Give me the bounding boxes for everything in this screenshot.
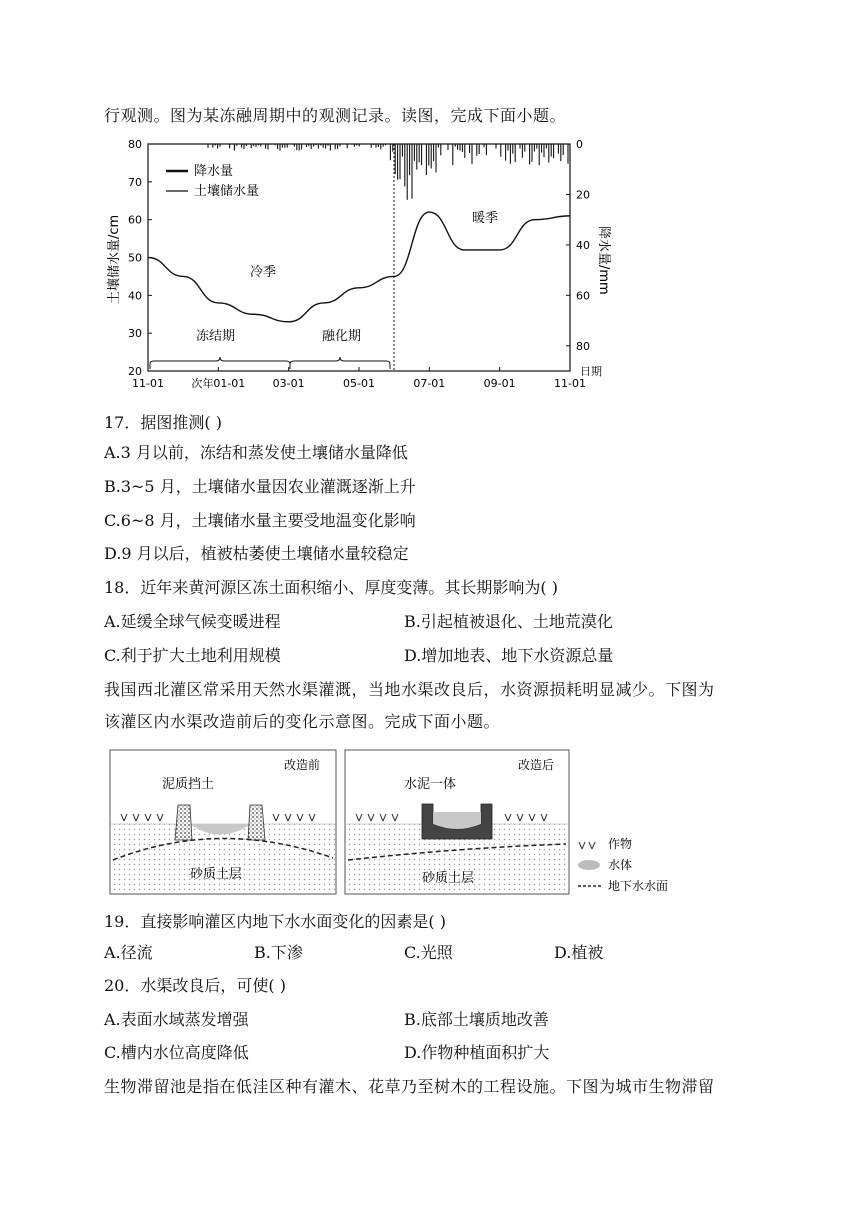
left-axis-label: 土壤储水量/cm — [107, 214, 122, 304]
right-tick-label: 60 — [576, 289, 590, 303]
q17-stem: 17．据图推测( ) — [104, 413, 222, 432]
right-tick-label: 80 — [576, 339, 590, 353]
after-cement-label: 水泥一体 — [404, 777, 457, 792]
left-tick-label: 80 — [128, 138, 142, 151]
q20-option-d: D.作物种植面积扩大 — [404, 1043, 550, 1062]
q19-stem: 19．直接影响灌区内地下水水面变化的因素是( ) — [104, 912, 446, 931]
q17-option-b: B.3~5 月，土壤储水量因农业灌溉逐渐上升 — [104, 477, 416, 496]
q17-option-c: C.6~8 月，土壤储水量主要受地温变化影响 — [104, 511, 416, 530]
passage3-line1: 生物滞留池是指在低洼区种有灌木、花草乃至树木的工程设施。下图为城市生物滞留 — [104, 1077, 715, 1096]
after-title: 改造后 — [518, 758, 555, 772]
warm-season-label: 暖季 — [472, 211, 499, 226]
q17-option-d: D.9 月以后，植被枯萎使土壤储水量较稳定 — [104, 544, 409, 563]
q20-option-a: A.表面水域蒸发增强 — [104, 1010, 249, 1029]
x-tick-label: 11-01 — [554, 377, 586, 390]
x-tick-label: 07-01 — [413, 377, 446, 390]
q17-option-a: A.3 月以前，冻结和蒸发使土壤储水量降低 — [104, 443, 408, 462]
q19-option-a: A.径流 — [104, 943, 153, 962]
thaw-period-brace — [290, 357, 390, 369]
legend-crop-label: 作物 — [608, 837, 633, 851]
before-soil-label: 砂质土层 — [190, 867, 243, 882]
precipitation-bars — [208, 144, 568, 200]
left-tick-label: 70 — [128, 175, 142, 189]
passage2-line1: 我国西北灌区常采用天然水渠灌溉，当地水渠改良后，水资源损耗明显减少。下图为 — [104, 680, 715, 699]
before-panel — [110, 750, 336, 894]
q20-option-b: B.底部土壤质地改善 — [404, 1010, 549, 1029]
q20-stem: 20．水渠改良后，可使( ) — [104, 976, 286, 995]
freeze-thaw-chart — [100, 134, 620, 398]
q20-option-c: C.槽内水位高度降低 — [104, 1043, 249, 1062]
q18-option-d: D.增加地表、地下水资源总量 — [404, 646, 614, 665]
left-tick-label: 50 — [128, 251, 142, 265]
legend-soil-label: 土壤储水量 — [194, 184, 260, 199]
q18-option-b: B.引起植被退化、土地荒漠化 — [404, 612, 613, 631]
cold-season-label: 冷季 — [250, 265, 277, 280]
freeze-period-label: 冻结期 — [196, 329, 236, 344]
q19-option-d: D.植被 — [554, 943, 604, 962]
left-tick-label: 60 — [128, 213, 142, 227]
after-soil-label: 砂质土层 — [422, 871, 475, 886]
after-panel — [345, 750, 569, 894]
canal-diagram — [108, 748, 698, 896]
x-tick-label: 11-01 — [132, 377, 164, 390]
q18-stem: 18．近年来黄河源区冻土面积缩小、厚度变薄。其长期影响为( ) — [104, 578, 558, 597]
intro-text: 行观测。图为某冻融周期中的观测记录。读图，完成下面小题。 — [104, 106, 567, 125]
left-tick-label: 30 — [128, 327, 142, 341]
right-tick-label: 0 — [576, 138, 583, 151]
x-tick-label: 05-01 — [343, 377, 375, 390]
x-tick-label: 03-01 — [272, 377, 305, 390]
before-mud-bank-left — [175, 805, 192, 840]
x-tick-label: 次年01-01 — [191, 377, 246, 390]
before-mud-bank-right — [248, 805, 265, 840]
legend-precip-label: 降水量 — [194, 164, 234, 179]
before-mud-label: 泥质挡土 — [162, 777, 215, 792]
soil-water-line — [148, 212, 570, 322]
thaw-period-label: 融化期 — [322, 329, 362, 344]
left-tick-label: 20 — [128, 365, 142, 378]
diagram-legend — [578, 836, 668, 893]
right-tick-label: 40 — [576, 238, 590, 252]
legend-groundwater-label: 地下水水面 — [608, 879, 669, 893]
x-axis-unit: 日期 — [580, 365, 602, 378]
right-axis-label: 降水量/mm — [596, 226, 611, 295]
q19-option-c: C.光照 — [404, 943, 453, 962]
q19-option-b: B.下渗 — [254, 943, 303, 962]
q18-option-c: C.利于扩大土地利用规模 — [104, 646, 281, 665]
legend-water-swatch — [578, 860, 600, 870]
legend-water-label: 水体 — [608, 858, 633, 872]
left-tick-label: 40 — [128, 289, 142, 303]
q18-option-a: A.延缓全球气候变暖进程 — [104, 612, 281, 631]
x-tick-label: 09-01 — [483, 377, 516, 390]
right-tick-label: 20 — [576, 188, 590, 202]
freeze-period-brace — [150, 357, 290, 369]
passage2-line2: 该灌区内水渠改造前后的变化示意图。完成下面小题。 — [104, 712, 501, 731]
after-water-body — [433, 812, 481, 829]
before-title: 改造前 — [284, 758, 321, 772]
